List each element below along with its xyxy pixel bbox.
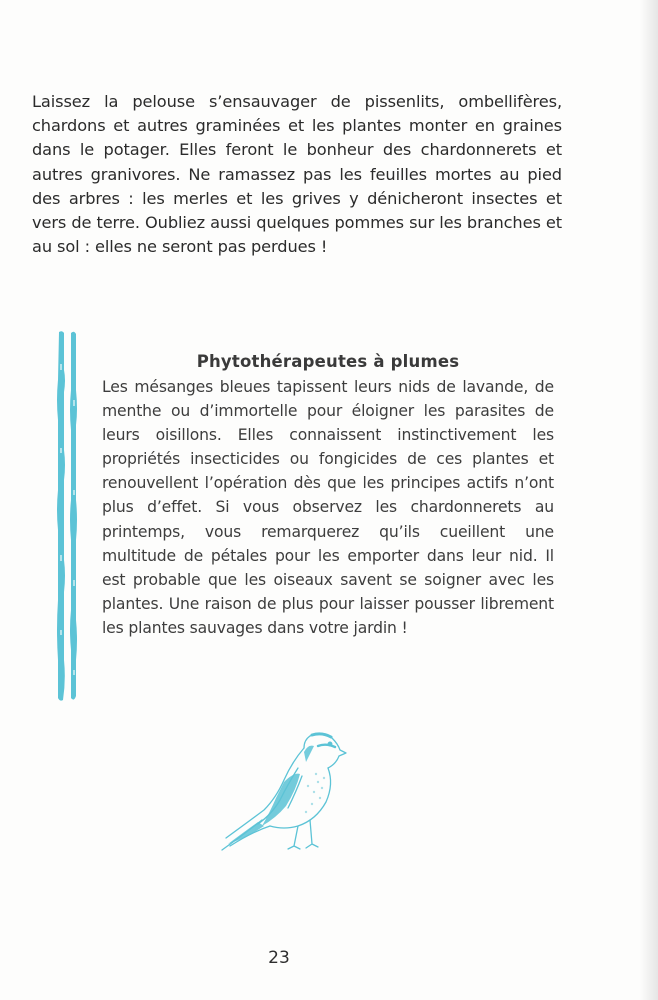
box-body: Les mésanges bleues tapissent leurs nids de lavande, de menthe ou d’immortelle pour éloigner les parasites de leurs oisillons. Elles connaissent instinctivement les propriétés insecticides ou fongicides de ces plantes et renouvellent l’opération dès que les principes actifs n’ont plus d’effet. Si vous observez les chardonnerets au printemps, vous remarquerez qu’ils cueillent une multitude de pétales pour les emporter dans leur nid. Il est probable que les oiseaux savent se soigner avec les plantes. Une raison de plus pour laisser pousser librement les plantes sauvages dans votre jardin !: [102, 378, 554, 637]
page-edge-shadow: [640, 0, 658, 1000]
intro-paragraph: Laissez la pelouse s’ensauvager de pissenlits, ombellifères, chardons et autres graminées et les plantes monter en graines dans le potager. Elles feront le bonheur des chardonnerets et autres granivores. Ne ramassez pas les feuilles mortes au pied des arbres : les merles et les grives y dénicheront insectes et vers de terre. Oubliez aussi quelques pommes sur les branches et au sol : elles ne seront pas perdues !: [32, 92, 562, 257]
page-number: 23: [268, 948, 290, 968]
double-vertical-bar-icon: [56, 330, 80, 702]
box-title: Phytothérapeutes à plumes: [196, 352, 460, 371]
blue-tit-bird-icon: [218, 722, 348, 852]
